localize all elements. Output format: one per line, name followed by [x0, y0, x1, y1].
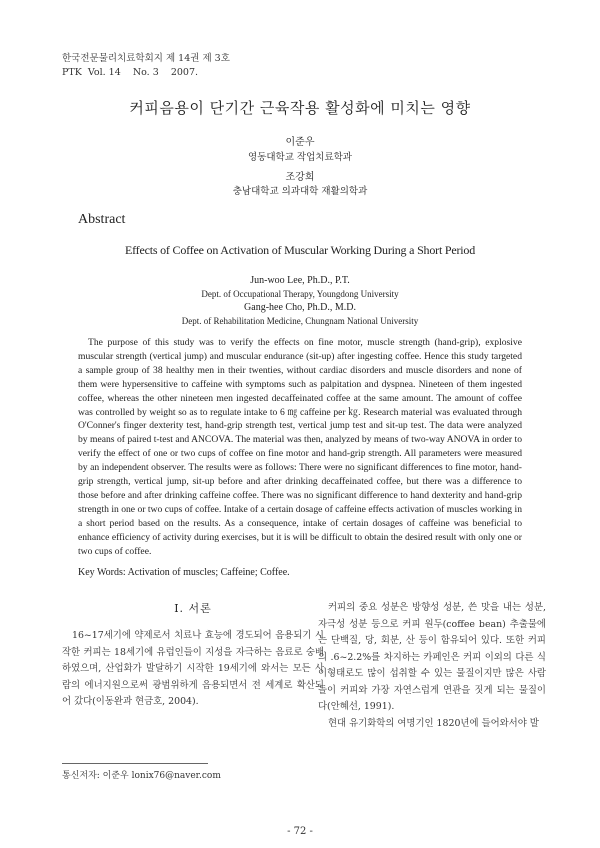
right-column-paragraph-2: 현대 유기화학의 여명기인 1820년에 들어와서야 발 — [328, 717, 539, 729]
korean-title: 커피음용이 단기간 근육작용 활성화에 미치는 영향 — [129, 99, 471, 117]
footnote-rule — [62, 763, 208, 764]
english-title: Effects of Coffee on Activation of Muscular Working During a Short Period — [124, 243, 476, 257]
author-en-1-dept: Dept. of Occupational Therapy, Youngdong University — [201, 289, 399, 299]
journal-line-english: PTK Vol. 14 No. 3 2007. — [62, 67, 199, 78]
keywords: Key Words: Activation of muscles; Caffeine; Coffee. — [78, 567, 290, 578]
page-number: - 72 - — [287, 826, 313, 837]
section-heading-introduction: Ⅰ. 서론 — [174, 602, 212, 615]
abstract-heading: Abstract — [78, 212, 126, 227]
author-en-1-name: Jun-woo Lee, Ph.D., P.T. — [250, 275, 350, 286]
right-column-paragraph-1: 커피의 중요 성분은 방향성 성분, 쓴 맛을 내는 성분, 자극성 성분 등으로 커피 원두(coffee bean) 추출물에는 단백질, 당, 회분, 산 등이 함유되어 있다. 또한 커피의 .6~2.2%를 차지하는 카페인은 커피 이외의 다른 식이형태로도 많이 섭취할 수 있는 물질이지만 많은 사람들이 커피와 가장 자연스럽게 연관을 짓게 되는 물질이다(안혜선, 1991). — [318, 602, 546, 712]
author-en-2-name: Gang-hee Cho, Ph.D., M.D. — [244, 302, 356, 313]
author-kr-1-affiliation: 영동대학교 작업치료학과 — [248, 152, 352, 163]
author-kr-1-name: 이준우 — [285, 137, 315, 148]
journal-line-korean: 한국전문물리치료학회지 제 14권 제 3호 — [62, 53, 230, 64]
abstract-body: The purpose of this study was to verify the effects on fine motor, muscle strength (hand-grip), explosive muscular strength (vertical jump) and muscular endurance (sit-up) after ingesting coffee. Hence this study targeted a sample group of 38 healthy men in their twenties, without cardiac disorders and muscle disorders and none of them were hypersensitive to caffeine with symptoms such as palpitation and dyspnea. Nineteen of them ingested coffee, whereas the other nineteen men ingested decaffeinated coffee at the same amount. The amount of coffee was controlled by weight so as to regulate intake to 6 ㎎ caffeine per ㎏. Research material was evaluated through O'Conner's finger dexterity test, hand-grip strength test, vertical jump test and sit-up test. The data were analyzed by means of paired t-test and ANCOVA. The material was then, analyzed by means of two-way ANOVA in order to verify the effect of one or two cups of coffee on fine motor and hand-grip strength. All parameters were measured by an independent observer. The results were as follows: There were no significant differences to fine motor, hand-grip strength, vertical jump, sit-up before and after drinking decaffeinated coffee, but there was a difference to those before and after drinking caffeine coffee. There was no significant difference to hand dexterity and hand-grip strength in one or two cups of coffee. Intake of a certain dosage of caffeine effects activation of muscles working in a short period based on the results. As a consequence, intake of certain dosages of caffeine was beneficial to enhance efficiency of activity during exercises, but it is will be difficult to obtain the desired result with only one or two cups of coffee. — [78, 337, 522, 557]
footnote-corresponding-author: 통신저자: 이준우 lonix76@naver.com — [62, 771, 221, 781]
left-column-paragraph: 16~17세기에 약제로서 치료나 효능에 경도되어 음용되기 시작한 커피는 18세기에 유럽인들이 지성을 자극하는 음료로 숭배하였으며, 산업화가 발달하기 시작한 19세기에 와서는 모든 사람의 에너지원으로써 광범위하게 음용되면서 전 세계로 확산되어 갔다(이동완과 현금호, 2004). — [62, 630, 324, 707]
author-kr-2-name: 조강희 — [285, 172, 315, 183]
right-column — [318, 600, 546, 732]
author-en-2-dept: Dept. of Rehabilitation Medicine, Chungnam National University — [181, 316, 419, 326]
journal-header — [62, 52, 230, 80]
author-kr-2-affiliation: 충남대학교 의과대학 재활의학과 — [232, 186, 368, 197]
